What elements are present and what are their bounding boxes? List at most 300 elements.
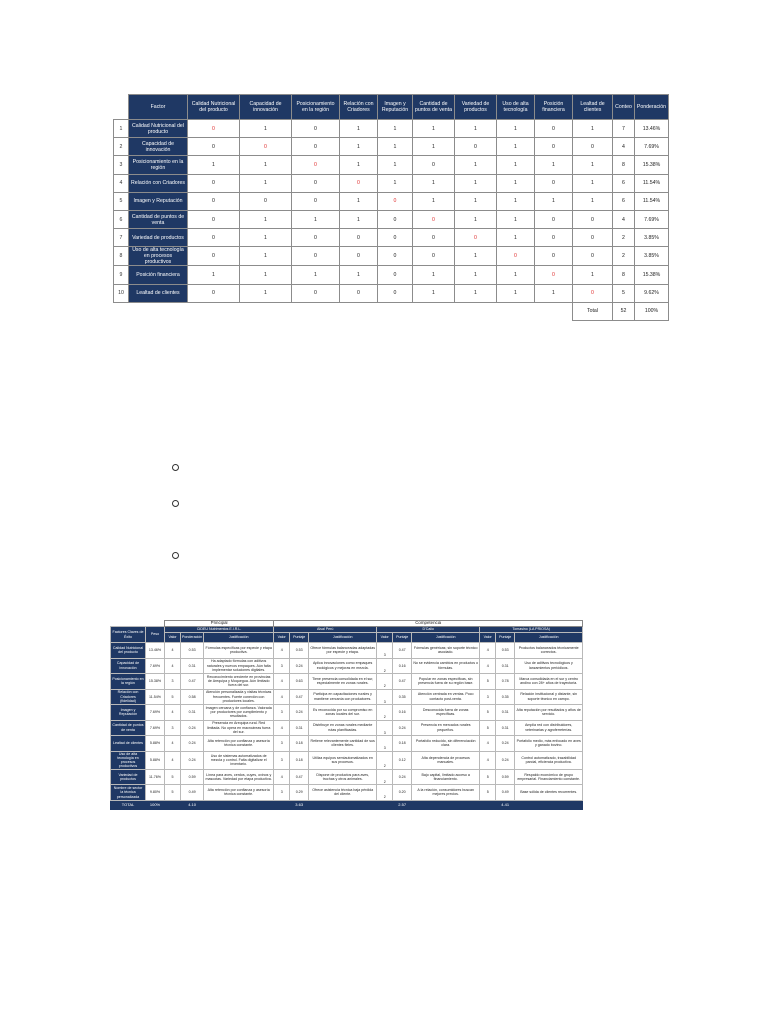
comparison-value: 1 [413,120,455,138]
count-value: 7 [613,120,635,138]
bullet-circle-icon [172,500,179,507]
weight-value: 13.46% [146,643,165,659]
total-spacer [515,800,583,809]
comparison-value: 1 [240,284,292,302]
score-value: 0.16 [393,658,412,674]
comparison-value: 1 [573,266,613,284]
rating-value: 2 [377,769,393,785]
total-score: 4.41 [496,800,515,809]
header-justificacion: Justificación [515,633,583,643]
comparison-value: 1 [535,156,573,174]
comparison-value: 0 [188,192,240,210]
score-value: 0.24 [393,720,412,736]
pairwise-comparison-table [113,94,669,321]
comparison-value: 1 [378,156,413,174]
factor-label: Nombre de sector la técnica personalizada [111,785,146,801]
comparison-value: 1 [240,229,292,247]
company-name: D'Calio [377,627,480,633]
weight-value: 15.38% [146,674,165,690]
comparison-value: 0 [292,284,340,302]
rating-value: 4 [165,705,181,721]
table-row [111,769,583,785]
justification-text: Ofrece asistencia técnica baja pérdida del cliente. [309,785,377,801]
comparison-value: 1 [413,266,455,284]
comparison-value: 1 [240,247,292,266]
comparison-value: 1 [292,210,340,228]
comparison-value: 0 [413,229,455,247]
company-name: Tomasino (LA PRIOSA) [480,627,583,633]
comparison-value: 0 [378,266,413,284]
rating-value: 4 [480,736,496,752]
count-value: 5 [613,284,635,302]
total-spacer [412,800,480,809]
header-factor: Factores Claves de Éxito [111,627,146,643]
total-spacer [377,800,393,809]
rating-value: 4 [165,751,181,769]
rating-value: 5 [165,689,181,705]
comparison-value: 0 [292,247,340,266]
table1-header-cell: Capacidad de innovación [240,95,292,120]
score-value: 0.49 [496,785,515,801]
comparison-value: 0 [292,156,340,174]
comparison-value: 0 [378,247,413,266]
score-value: 0.47 [290,689,309,705]
score-value: 0.31 [181,705,204,721]
table1-header-cell: Lealtad de clientes [573,95,613,120]
justification-text: Desconocida fuera de zonas específicas. [412,705,480,721]
comparison-value: 0 [535,229,573,247]
comparison-value: 0 [292,120,340,138]
comparison-value: 0 [378,229,413,247]
total-spacer [274,800,290,809]
justification-text: Utiliza equipos semiautomatizados en sus procesos. [309,751,377,769]
rating-value: 3 [274,751,290,769]
justification-text: Dispone de productos para aves, truchas y otros animales. [309,769,377,785]
row-number: 6 [114,210,129,228]
rating-value: 4 [165,658,181,674]
table1-header-cell: Conteo [613,95,635,120]
factor-label: Posicionamiento en la región [111,674,146,690]
rating-value: 3 [377,643,393,659]
factor-label: Imagen y Reputación [129,192,188,210]
total-weight: 100% [635,302,669,320]
comparison-value: 0 [573,210,613,228]
score-value: 0.24 [290,705,309,721]
table1-header-cell: Variedad de productos [455,95,497,120]
factor-label: Variedad de productos [129,229,188,247]
comparison-value: 1 [455,210,497,228]
comparison-value: 0 [413,156,455,174]
factor-label: Capacidad de innovación [111,658,146,674]
table-row [114,174,669,192]
row-number: 5 [114,192,129,210]
weight-value: 11.54% [146,689,165,705]
comparison-value: 1 [497,266,535,284]
justification-text: Base sólida de clientes recurrentes. [515,785,583,801]
total-score: 4.10 [181,800,204,809]
row-number: 1 [114,120,129,138]
total-label: Total [573,302,613,320]
comparison-value: 0 [535,174,573,192]
weight-value: 11.76% [146,769,165,785]
rating-value: 4 [480,658,496,674]
factor-label: Capacidad de innovación [129,138,188,156]
weight-value: 11.54% [635,192,669,210]
comparison-value: 1 [455,247,497,266]
score-value: 0.18 [393,736,412,752]
rating-value: 3 [274,705,290,721]
comparison-value: 1 [535,192,573,210]
factor-label: Imagen y Reputación [111,705,146,721]
header-justificacion: Justificación [309,633,377,643]
weight-value: 7.69% [146,720,165,736]
weight-value: 9.62% [635,284,669,302]
table1-total-row [114,302,669,320]
score-value: 0.59 [496,769,515,785]
table-row [111,785,583,801]
row-number: 10 [114,284,129,302]
comparison-value: 0 [240,138,292,156]
score-value: 0.59 [181,769,204,785]
count-value: 6 [613,192,635,210]
total-spacer [114,302,573,320]
comparison-value: 1 [573,156,613,174]
table-row [111,705,583,721]
table-row [114,156,669,174]
comparison-value: 1 [378,138,413,156]
rating-value: 4 [480,751,496,769]
row-number: 9 [114,266,129,284]
total-score: 3.63 [290,800,309,809]
table-row [111,736,583,752]
comparison-value: 0 [292,229,340,247]
table1-header-cell: Uso de alta tecnología [497,95,535,120]
rating-value: 4 [274,643,290,659]
justification-text: Aplica innovaciones como empaques ecológicos y mejoras en mezcla. [309,658,377,674]
comparison-value: 1 [240,174,292,192]
count-value: 2 [613,229,635,247]
comparison-value: 1 [340,192,378,210]
comparison-value: 1 [455,284,497,302]
comparison-value: 1 [340,120,378,138]
header-valor: Valor [377,633,393,643]
justification-text: Fórmulas genéricas; sin soporte técnico asociado. [412,643,480,659]
table1-header-cell: Posicionamiento en la región [292,95,340,120]
comparison-value: 0 [240,192,292,210]
header-puntaje: Puntaje [290,633,309,643]
table-row [114,138,669,156]
rating-value: 4 [274,689,290,705]
score-value: 0.31 [496,658,515,674]
weight-value: 15.38% [635,156,669,174]
comparison-value: 1 [573,120,613,138]
table1-header-cell: Relación con Criadores [340,95,378,120]
table-row [111,689,583,705]
comparison-value: 1 [413,174,455,192]
comparison-value: 1 [378,174,413,192]
total-spacer [165,800,181,809]
company-name: CIDEU Nutrimentos E.I.R.L. [165,627,274,633]
total-spacer [204,800,274,809]
score-value: 0.49 [181,785,204,801]
score-value: 0.58 [181,689,204,705]
total-spacer [480,800,496,809]
rating-value: 3 [377,689,393,705]
comparison-value: 0 [413,210,455,228]
header-valor: Valor [480,633,496,643]
factor-label: Uso de alta tecnología en procesos productivos [111,751,146,769]
rating-value: 5 [480,705,496,721]
justification-text: Es reconocida por su compromiso en zonas locales del sur. [309,705,377,721]
table1-corner [114,95,129,120]
factor-label: Variedad de productos [111,769,146,785]
comparison-value: 1 [188,156,240,174]
comparison-value: 1 [340,156,378,174]
header-valor: Valor [274,633,290,643]
rating-value: 3 [377,720,393,736]
justification-text: Participa en capacitaciones rurales y mantiene cercanía con productores. [309,689,377,705]
score-value: 0.24 [496,751,515,769]
weight-value: 9.80% [146,785,165,801]
group-principal: Principal [165,621,274,627]
justification-text: Distribuye en zonas rurales mediante rutas planificadas. [309,720,377,736]
justification-text: Portafolio medio, más enfocado en aves y ganado bovino. [515,736,583,752]
comparison-value: 0 [292,192,340,210]
count-value: 8 [613,266,635,284]
score-value: 0.20 [393,785,412,801]
score-value: 0.31 [181,658,204,674]
table-row [114,192,669,210]
comparison-value: 0 [340,247,378,266]
table1-header-cell: Factor [129,95,188,120]
rating-value: 3 [480,689,496,705]
score-value: 0.35 [393,689,412,705]
comparison-value: 0 [378,284,413,302]
score-value: 0.31 [496,720,515,736]
rating-value: 5 [480,769,496,785]
score-value: 0.35 [496,689,515,705]
comparison-value: 1 [497,120,535,138]
rating-value: 2 [377,705,393,721]
header-justificacion: Justificación [204,633,274,643]
weight-value: 5.88% [146,751,165,769]
comparison-value: 1 [455,174,497,192]
table-row [114,229,669,247]
weight-value: 5.88% [146,736,165,752]
comparison-value: 1 [292,266,340,284]
justification-text: Presencia en Arequipa rural. Red limitada. No opera en macroáreas fuera del sur. [204,720,274,736]
score-value: 0.47 [181,674,204,690]
table-row [111,751,583,769]
factor-label: Lealtad de clientes [129,284,188,302]
rating-value: 2 [377,674,393,690]
score-value: 0.12 [393,751,412,769]
header-justificacion: Justificación [412,633,480,643]
justification-text: Uso de sistemas automatizados de mezcla y control. Falta digitalizar el inventario. [204,751,274,769]
total-label: TOTAL [111,800,146,809]
rating-value: 3 [165,720,181,736]
justification-text: Alta retención por confianza y asesoría técnica constante. [204,736,274,752]
header-puntaje: Puntaje [393,633,412,643]
row-number: 8 [114,247,129,266]
comparison-value: 1 [340,210,378,228]
weight-value: 11.54% [635,174,669,192]
score-value: 0.29 [290,785,309,801]
factor-label: Cantidad de puntos de venta [111,720,146,736]
group-competencia: Competencia [274,621,583,627]
weight-value: 7.69% [635,210,669,228]
justification-text: Portafolio reducido, sin diferenciación clara. [412,736,480,752]
comparison-value: 1 [455,192,497,210]
row-number: 4 [114,174,129,192]
table-row [114,120,669,138]
comparison-value: 0 [573,138,613,156]
comparison-value: 1 [455,266,497,284]
comparison-value: 1 [497,192,535,210]
comparison-value: 1 [497,174,535,192]
justification-text: Alta reputación por resultados y años de servicio. [515,705,583,721]
company-name: Alsal Perú [274,627,377,633]
rating-value: 5 [480,785,496,801]
justification-text: A la relación, consumidores buscan mejores precios. [412,785,480,801]
comparison-value: 1 [573,174,613,192]
comparison-value: 1 [497,284,535,302]
comparison-value: 1 [413,284,455,302]
justification-text: Relación institucional y distante, sin soporte técnico en campo. [515,689,583,705]
comparison-value: 1 [413,138,455,156]
factor-label: Calidad Nutricional del producto [129,120,188,138]
comparison-value: 0 [535,266,573,284]
row-number: 3 [114,156,129,174]
weight-value: 7.69% [146,705,165,721]
comparison-value: 0 [497,247,535,266]
header-valor: Valor [165,633,181,643]
score-value: 0.18 [290,751,309,769]
justification-text: No se evidencia cambios en productos o fórmulas. [412,658,480,674]
justification-text: Respaldo económico de grupo empresarial. Financiamiento constante. [515,769,583,785]
comparison-value: 0 [535,138,573,156]
factor-label: Uso de alta tecnología en procesos productivos [129,247,188,266]
score-value: 0.53 [496,643,515,659]
table1-header-cell: Ponderación [635,95,669,120]
table-row [111,658,583,674]
comparison-value: 1 [455,120,497,138]
rating-value: 4 [274,769,290,785]
comparison-value: 1 [240,156,292,174]
factor-label: Cantidad de puntos de venta [129,210,188,228]
table-row [111,643,583,659]
comparison-value: 0 [188,174,240,192]
bullet-circle-icon [172,552,179,559]
justification-text: Línea para aves, cerdos, cuyes, ovinos y mascotas. Variedad por etapa productiva. [204,769,274,785]
comparison-value: 1 [188,266,240,284]
comparison-value: 0 [573,247,613,266]
comparison-value: 1 [340,138,378,156]
justification-text: Popular en zonas específicas, sin presencia fuera de su región base. [412,674,480,690]
justification-text: Presencia en mercados rurales pequeños. [412,720,480,736]
rating-value: 4 [165,736,181,752]
comparison-value: 1 [240,266,292,284]
row-number: 2 [114,138,129,156]
table-row [114,284,669,302]
score-value: 0.47 [393,643,412,659]
justification-text: Retiene relevantemente cantidad de sus clientes fieles. [309,736,377,752]
weight-value: 3.85% [635,247,669,266]
bullet-circle-icon [172,464,179,471]
comparison-value: 0 [292,138,340,156]
justification-text: Tiene presencia consolidada en el sur, especialmente en zonas rurales. [309,674,377,690]
competitive-profile-matrix [110,620,583,810]
factor-label: Relación con Criadores [129,174,188,192]
comparison-value: 1 [240,120,292,138]
comparison-value: 1 [573,192,613,210]
score-value: 0.18 [290,736,309,752]
header-peso: Peso [146,627,165,643]
comparison-value: 0 [378,210,413,228]
comparison-value: 0 [292,174,340,192]
comparison-value: 0 [340,284,378,302]
score-value: 0.24 [181,720,204,736]
factor-label: Lealtad de clientes [111,736,146,752]
table1-header-cell: Posición financiera [535,95,573,120]
score-value: 0.53 [181,643,204,659]
score-value: 0.47 [393,674,412,690]
table1-header-cell: Cantidad de puntos de venta [413,95,455,120]
rating-value: 3 [274,658,290,674]
total-spacer [309,800,377,809]
comparison-value: 0 [188,284,240,302]
table2-subheader-row [111,633,583,643]
factor-label: Calidad Nutricional del producto [111,643,146,659]
score-value: 0.47 [290,769,309,785]
header-ponderacion: Ponderación [181,633,204,643]
rating-value: 3 [274,785,290,801]
comparison-value: 1 [455,156,497,174]
row-number: 7 [114,229,129,247]
rating-value: 5 [480,720,496,736]
justification-text: Atención centrada en ventas. Poco contacto post-venta. [412,689,480,705]
rating-value: 5 [480,674,496,690]
justification-text: Control automatizado, trazabilidad parcial, eficiencia productiva. [515,751,583,769]
comparison-value: 0 [535,120,573,138]
factor-label: Posición financiera [129,266,188,284]
justification-text: Alta dependencia de procesos manuales. [412,751,480,769]
table-row [114,210,669,228]
score-value: 0.31 [290,720,309,736]
weight-value: 15.38% [635,266,669,284]
table-row [111,720,583,736]
justification-text: Alta retención por confianza y asesoría técnica constante. [204,785,274,801]
table1-header-row [114,95,669,120]
comparison-value: 0 [455,138,497,156]
weight-value: 13.46% [635,120,669,138]
comparison-value: 1 [413,192,455,210]
comparison-value: 0 [188,210,240,228]
rating-value: 5 [165,769,181,785]
score-value: 0.31 [496,705,515,721]
total-score: 2.57 [393,800,412,809]
comparison-value: 0 [378,192,413,210]
justification-text: Atención personalizada y visitas técnicas frecuentes. Fuerte conexión con productores locales. [204,689,274,705]
total-weight: 100% [146,800,165,809]
justification-text: Ofrece fórmulas balanceadas adaptadas por especie y etapa. [309,643,377,659]
table1-header-cell: Calidad Nutricional del producto [188,95,240,120]
comparison-value: 1 [378,120,413,138]
justification-text: Marca consolidada en el sur y centro andino con 28+ años de trayectoria. [515,674,583,690]
score-value: 0.24 [290,658,309,674]
header-puntaje: Puntaje [496,633,515,643]
comparison-value: 0 [573,229,613,247]
